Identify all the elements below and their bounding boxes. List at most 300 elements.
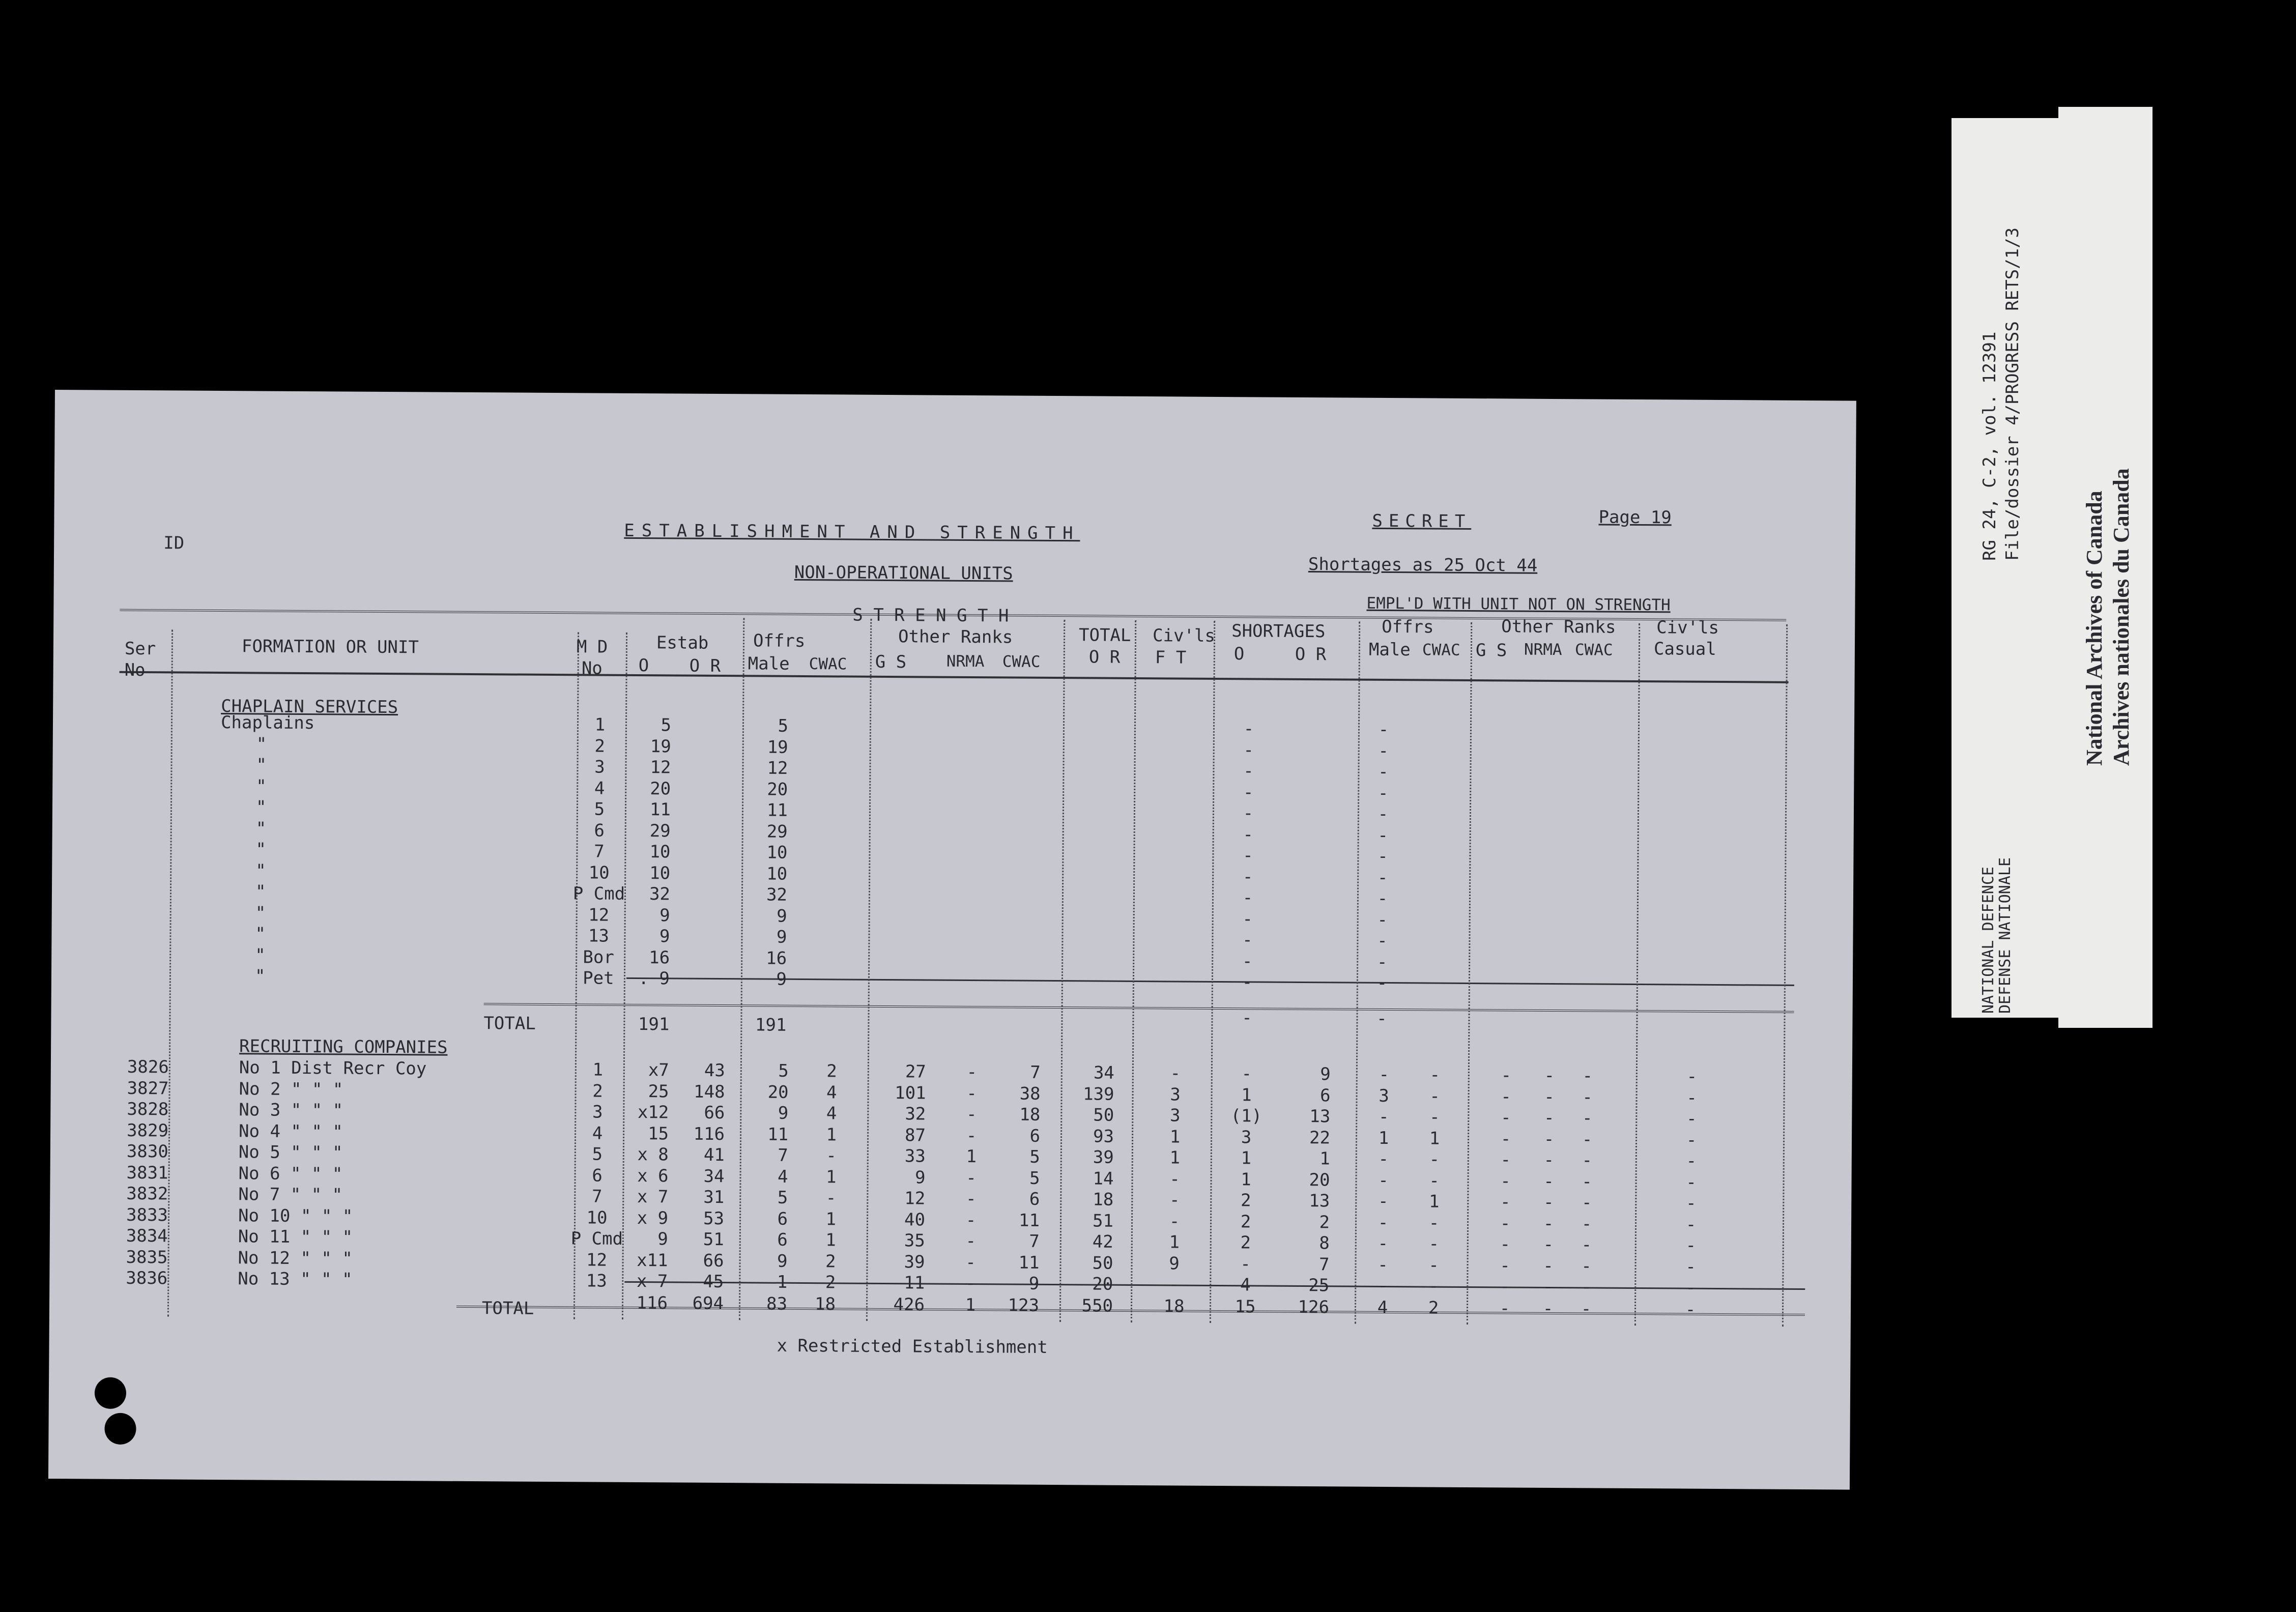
or-gs: 40 [904,1209,926,1230]
ser-no: 3835 [126,1247,168,1268]
chaplain-total-rule [484,1003,1794,1016]
ser-no: 3828 [127,1099,169,1120]
empld-nrma: - [1544,1065,1555,1086]
col-header-strength: S T R E N G T H [852,604,1009,626]
strength-cwac: - [826,1145,837,1166]
total-or: 39 [1093,1147,1114,1168]
empld-nrma: - [1543,1129,1555,1149]
col-header-total-or: O R [1088,647,1121,668]
shortage-or: 20 [1309,1169,1330,1190]
empld-offrs: - [1376,952,1388,972]
total-or-nrma: 1 [965,1294,976,1316]
header-bottom-rule [120,671,1789,683]
as-of-date: Shortages as 25 Oct 44 [1308,554,1538,576]
ditto-mark: " [256,755,267,775]
total-or: 14 [1093,1168,1114,1189]
empld-offrs: - [1377,909,1388,930]
md-no: 6 [594,820,605,841]
empld-gs: - [1500,1192,1511,1213]
total-shortage-offrs: 15 [1235,1297,1256,1317]
shortage-offrs: - [1243,845,1253,866]
chaplain-subtotal-rule [626,977,1794,986]
estab-offrs: x 9 [637,1207,669,1228]
col-header-e-cwac: CWAC [1422,641,1460,659]
civls-ft: 9 [1169,1253,1180,1274]
punch-hole [104,1413,136,1445]
col-header-estab: Estab [656,632,709,653]
empld-casual: - [1686,1108,1697,1129]
shortage-offrs: - [1243,761,1254,782]
estab-offrs: 9 [657,1229,668,1250]
md-no: 7 [591,1186,602,1207]
recruiting-section-heading: RECRUITING COMPANIES [239,1036,448,1058]
or-nrma: - [966,1167,977,1188]
estab-offrs: x 6 [637,1165,669,1186]
shortage-or: 6 [1319,1085,1331,1106]
empld-male: 1 [1378,1128,1389,1148]
empld-offrs: - [1378,761,1389,783]
estab-offrs: x 7 [637,1187,669,1207]
col-header-shortages: SHORTAGES [1231,621,1326,642]
estab-offrs: 12 [650,757,671,778]
footnote: x Restricted Establishment [777,1335,1048,1358]
empld-nrma: - [1543,1107,1555,1129]
strength-male: 9 [776,927,787,947]
ditto-mark: " [255,818,267,839]
total-empld-nrma: - [1542,1298,1554,1319]
empld-casual: - [1685,1235,1697,1256]
or-gs: 12 [904,1188,926,1209]
col-rule [1131,620,1136,1322]
empld-cwac: - [1429,1107,1440,1128]
strength-male: 10 [766,842,788,863]
empld-cwac: - [1429,1086,1440,1107]
or-nrma: - [966,1083,977,1104]
empld-casual: - [1685,1256,1696,1277]
unit-name: No 6 " " " [238,1163,343,1184]
empld-cwac: - [1429,1064,1441,1085]
unit-name: No 11 " " " [238,1226,353,1248]
col-header-e-other-ranks: Other Ranks [1501,616,1616,638]
archives-canada-label [2058,107,2152,1028]
empld-male: - [1377,1212,1389,1233]
empld-male: - [1378,1148,1389,1170]
estab-offrs: 9 [659,905,670,926]
empld-cwac: 1 [1428,1191,1440,1212]
civls-ft: - [1169,1168,1180,1190]
strength-male: 5 [778,715,789,736]
empld-gs: - [1500,1234,1511,1255]
estab-offrs: 9 [659,926,670,947]
estab-or: 51 [703,1229,724,1250]
md-no: 10 [588,862,610,883]
md-no: P Cmd [570,1228,623,1249]
col-header-empld: EMPL'D WITH UNIT NOT ON STRENGTH [1366,594,1671,615]
empld-casual: - [1685,1193,1697,1214]
estab-or: 66 [704,1102,725,1124]
empld-or-cwac: - [1582,1066,1593,1086]
md-no: 13 [588,926,610,946]
estab-offrs: 32 [649,884,671,905]
ser-no: 3832 [126,1183,168,1204]
document-sheet [48,390,1856,1490]
empld-offrs: - [1378,719,1389,740]
or-gs: 35 [904,1230,925,1251]
strength-male: 9 [777,906,787,927]
strength-male: 19 [767,737,788,758]
shortage-offrs: - [1242,951,1253,971]
ser-no: 3830 [126,1141,168,1162]
or-cwac: 5 [1029,1146,1040,1167]
total-or: 50 [1092,1252,1113,1274]
unit-name: No 7 " " " [238,1184,343,1205]
strength-male: 9 [778,1103,789,1124]
strength-male: 11 [767,1124,789,1145]
col-header-or-cwac: CWAC [1002,652,1041,671]
shortage-offrs: - [1240,1253,1251,1274]
strength-male: 9 [777,1251,788,1272]
strength-male: 6 [777,1208,788,1229]
col-header-md-no: M D No [576,637,608,679]
empld-offrs: - [1377,888,1388,909]
or-cwac: 7 [1030,1062,1041,1083]
col-header-male: Male [748,653,790,674]
col-header-other-ranks: Other Ranks [898,626,1013,648]
total-civls-ft: 18 [1163,1296,1185,1317]
empld-male: - [1377,1233,1389,1254]
md-no: 3 [592,1102,603,1122]
chaplain-first-label: Chaplains [220,712,315,734]
or-gs: 33 [904,1146,926,1167]
empld-casual: - [1685,1214,1697,1235]
ser-no: 3826 [127,1056,169,1078]
empld-nrma: - [1543,1234,1554,1255]
estab-offrs: 20 [650,778,671,799]
empld-gs: - [1501,1065,1512,1086]
strength-male: 20 [767,1082,789,1103]
file-code: ID [163,533,185,554]
or-cwac: 7 [1029,1231,1040,1252]
col-header-gs: G S [875,651,907,673]
unit-name: No 10 " " " [238,1205,353,1227]
strength-cwac: 2 [826,1061,837,1082]
col-header-nrma: NRMA [946,652,985,671]
archive-ref-line2: File/dossier 4/PROGRESS RETS/1/3 [2002,227,2023,561]
col-header-offrs: Offrs [753,630,806,652]
strength-cwac: 1 [825,1230,836,1251]
ser-no: 3833 [126,1204,168,1225]
estab-or: 53 [703,1208,725,1229]
total-strength-male: 191 [755,1015,787,1035]
total-shortage-or: 126 [1298,1297,1330,1318]
empld-gs: - [1500,1107,1511,1128]
md-no: 5 [592,1144,603,1165]
shortage-or: 25 [1308,1275,1330,1296]
total-strength-cwac: 18 [814,1294,836,1315]
strength-male: 11 [766,800,788,821]
ser-no: 3827 [127,1078,169,1099]
punch-hole [95,1377,126,1409]
or-gs: 101 [895,1082,926,1103]
col-rule [1782,624,1788,1327]
shortage-offrs: 2 [1240,1190,1251,1211]
md-no: 12 [586,1249,608,1271]
civls-ft: 1 [1169,1126,1181,1147]
strength-male: 16 [766,948,787,969]
empld-offrs: - [1377,803,1389,825]
md-no: 2 [592,1080,603,1102]
estab-or: 31 [703,1187,725,1208]
ser-no: 3831 [126,1162,168,1183]
total-or: 34 [1093,1062,1114,1083]
empld-cwac: - [1428,1276,1439,1297]
strength-cwac: 4 [826,1082,837,1103]
shortage-offrs: 2 [1240,1232,1251,1253]
shortage-offrs: 1 [1241,1169,1251,1190]
total-empld: - [1376,1008,1387,1029]
empld-nrma: - [1543,1171,1554,1192]
or-cwac: 11 [1018,1210,1040,1231]
empld-casual: - [1686,1150,1697,1171]
shortage-offrs: - [1242,866,1253,887]
ditto-mark: " [255,902,266,924]
estab-or: 34 [703,1166,725,1187]
empld-casual: - [1685,1277,1696,1298]
civls-ft: 1 [1169,1147,1181,1168]
or-nrma: - [966,1061,978,1083]
total-estab-offrs: 116 [636,1293,668,1314]
empld-or-cwac: - [1581,1213,1592,1234]
civls-ft: 3 [1169,1105,1181,1126]
or-gs: 32 [905,1104,926,1125]
or-nrma: - [966,1104,977,1125]
shortage-offrs: - [1242,887,1253,908]
md-no: 10 [586,1207,608,1228]
ditto-mark: " [255,881,266,902]
empld-male: - [1377,1275,1388,1297]
col-header-ser-no: Ser No [124,638,156,681]
shortage-offrs: - [1243,718,1254,739]
or-cwac: 9 [1028,1273,1040,1294]
total-shortage: - [1242,1008,1252,1028]
total-empld-gs: - [1499,1298,1510,1319]
shortage-offrs: 2 [1240,1211,1251,1232]
ser-no: 3829 [126,1120,169,1141]
col-header-cwac: CWAC [809,655,847,674]
total-or-gs: 426 [893,1294,925,1315]
empld-male: - [1379,1064,1390,1085]
empld-or-cwac: - [1582,1086,1593,1107]
empld-nrma: - [1543,1255,1554,1276]
empld-male: - [1378,1170,1389,1191]
total-or: 20 [1092,1274,1113,1294]
unit-name: No 5 " " " [238,1142,343,1163]
md-no: 13 [586,1271,607,1291]
estab-offrs: 11 [649,799,671,820]
department-line1: NATIONAL DEFENCE [1979,867,1997,1014]
estab-or: 45 [703,1271,724,1292]
civls-ft: 3 [1170,1084,1181,1105]
col-rule [1634,623,1640,1326]
empld-casual: - [1686,1066,1698,1087]
empld-nrma: - [1542,1276,1554,1298]
strength-cwac: 2 [825,1272,836,1293]
strength-male: 10 [766,863,788,884]
page-title: ESTABLISHMENT AND STRENGTH [624,520,1080,544]
md-no: 7 [594,841,605,862]
or-gs: 39 [904,1251,925,1272]
total-or: 50 [1093,1105,1114,1126]
ditto-mark: " [255,797,267,818]
estab-offrs: 16 [649,947,670,968]
empld-cwac: - [1428,1233,1440,1254]
or-nrma: - [965,1252,976,1273]
estab-offrs: x11 [637,1250,668,1271]
estab-offrs: . 9 [638,968,670,989]
shortage-or: 13 [1309,1191,1330,1212]
shortage-offrs: - [1243,782,1254,802]
total-strength-male: 83 [766,1293,788,1314]
empld-male: - [1378,1106,1389,1128]
empld-gs: - [1500,1149,1511,1170]
empld-or-cwac: - [1581,1192,1592,1213]
shortage-offrs: - [1242,908,1253,929]
estab-offrs: x 8 [637,1144,669,1165]
col-header-e-nrma: NRMA [1524,640,1562,659]
ditto-mark: " [256,733,267,755]
md-no: P Cmd [572,883,625,904]
col-header-e-civls: Civ'ls [1656,617,1719,638]
col-header-estab-o: O [638,655,649,676]
unit-name: No 4 " " " [238,1120,343,1142]
empld-casual: - [1686,1130,1697,1150]
estab-offrs: 10 [649,842,671,862]
or-gs: 27 [905,1061,926,1082]
md-no: 5 [594,799,605,820]
empld-offrs: - [1377,867,1388,888]
empld-offrs: - [1377,783,1389,803]
civls-ft: - [1170,1063,1181,1084]
empld-casual: - [1686,1087,1697,1108]
strength-male: 6 [777,1229,788,1250]
ditto-mark: " [256,775,267,797]
col-header-e-or-cwac: CWAC [1574,641,1613,659]
ditto-mark: " [255,839,267,860]
department-line2: DEFENSE NATIONALE [1996,857,2014,1014]
empld-offrs: - [1377,825,1389,846]
unit-name: No 3 " " " [239,1100,343,1121]
estab-or: 41 [703,1144,725,1166]
or-nrma: - [965,1210,977,1230]
empld-offrs: - [1377,930,1388,952]
col-header-e-offrs: Offrs [1382,616,1434,638]
or-nrma: - [965,1188,977,1210]
strength-cwac: 1 [825,1208,837,1229]
md-no: 12 [588,904,610,926]
empld-gs: - [1501,1086,1511,1107]
page-number: Page 19 [1598,507,1672,528]
empld-male: 3 [1379,1085,1389,1106]
ditto-mark: " [255,860,266,881]
empld-cwac: - [1429,1170,1440,1191]
md-no: 2 [594,735,606,757]
estab-offrs: 5 [661,715,672,736]
total-or: 139 [1083,1083,1114,1105]
shortage-offrs: (1) [1230,1106,1262,1127]
shortage-offrs: - [1243,824,1254,845]
empld-cwac: - [1428,1255,1439,1276]
md-no: Pet [583,968,614,989]
total-or: 51 [1092,1210,1114,1231]
civls-ft: - [1168,1274,1180,1295]
archives-name-fr: Archives nationales du Canada [2109,468,2134,766]
col-header-estab-or: O R [689,655,721,677]
empld-cwac: - [1428,1213,1440,1233]
total-estab-offrs: 191 [638,1014,670,1035]
estab-offrs: 19 [650,736,671,757]
or-gs: 11 [904,1273,925,1293]
civls-ft: 1 [1169,1232,1180,1253]
total-empld-casual: - [1685,1299,1696,1320]
col-header-sh-or: O R [1295,644,1327,665]
strength-male: 5 [778,1060,789,1081]
strength-male: 7 [778,1145,788,1166]
empld-or-cwac: - [1582,1108,1593,1129]
col-header-e-casual: Casual [1653,639,1716,659]
or-cwac: 38 [1019,1083,1041,1104]
strength-male: 29 [766,821,788,842]
strength-male: 1 [777,1272,788,1292]
shortage-offrs: - [1242,972,1253,993]
civls-ft: - [1169,1190,1180,1211]
civls-ft: - [1169,1211,1180,1232]
total-empld-cwac: 2 [1428,1298,1439,1318]
estab-offrs: x7 [648,1060,669,1081]
empld-cwac: 1 [1429,1128,1440,1149]
shortage-offrs: - [1243,739,1254,760]
strength-cwac: 2 [825,1251,836,1272]
or-nrma: - [965,1230,977,1252]
shortage-or: 7 [1318,1254,1330,1275]
strength-cwac: 4 [826,1103,837,1124]
or-cwac: 6 [1029,1189,1040,1210]
estab-offrs: x12 [637,1102,669,1123]
col-header-sh-o: O [1233,644,1245,665]
ser-no: 3834 [126,1225,168,1247]
empld-nrma: - [1544,1086,1555,1107]
chaplain-section-heading: CHAPLAIN SERVICES [221,696,398,718]
md-no: 4 [592,1122,603,1144]
shortage-offrs: 3 [1241,1127,1252,1147]
empld-or-cwac: - [1581,1277,1592,1298]
empld-or-cwac: - [1581,1255,1592,1276]
total-estab-or: 694 [692,1293,724,1314]
estab-offrs: 10 [649,862,671,883]
strength-cwac: 1 [826,1124,837,1145]
estab-offrs: 25 [648,1081,669,1102]
archives-name-en: National Archives of Canada [2082,491,2107,766]
unit-name: No 13 " " " [238,1269,353,1290]
total-or: 42 [1092,1231,1113,1252]
total-or: 18 [1093,1189,1114,1210]
shortage-or: 9 [1320,1064,1331,1085]
shortage-offrs: 1 [1241,1084,1252,1105]
empld-nrma: - [1543,1213,1554,1234]
empld-casual: - [1686,1172,1697,1193]
shortage-or: 13 [1309,1106,1331,1127]
ditto-mark: " [254,966,266,987]
estab-or: 66 [703,1250,724,1271]
